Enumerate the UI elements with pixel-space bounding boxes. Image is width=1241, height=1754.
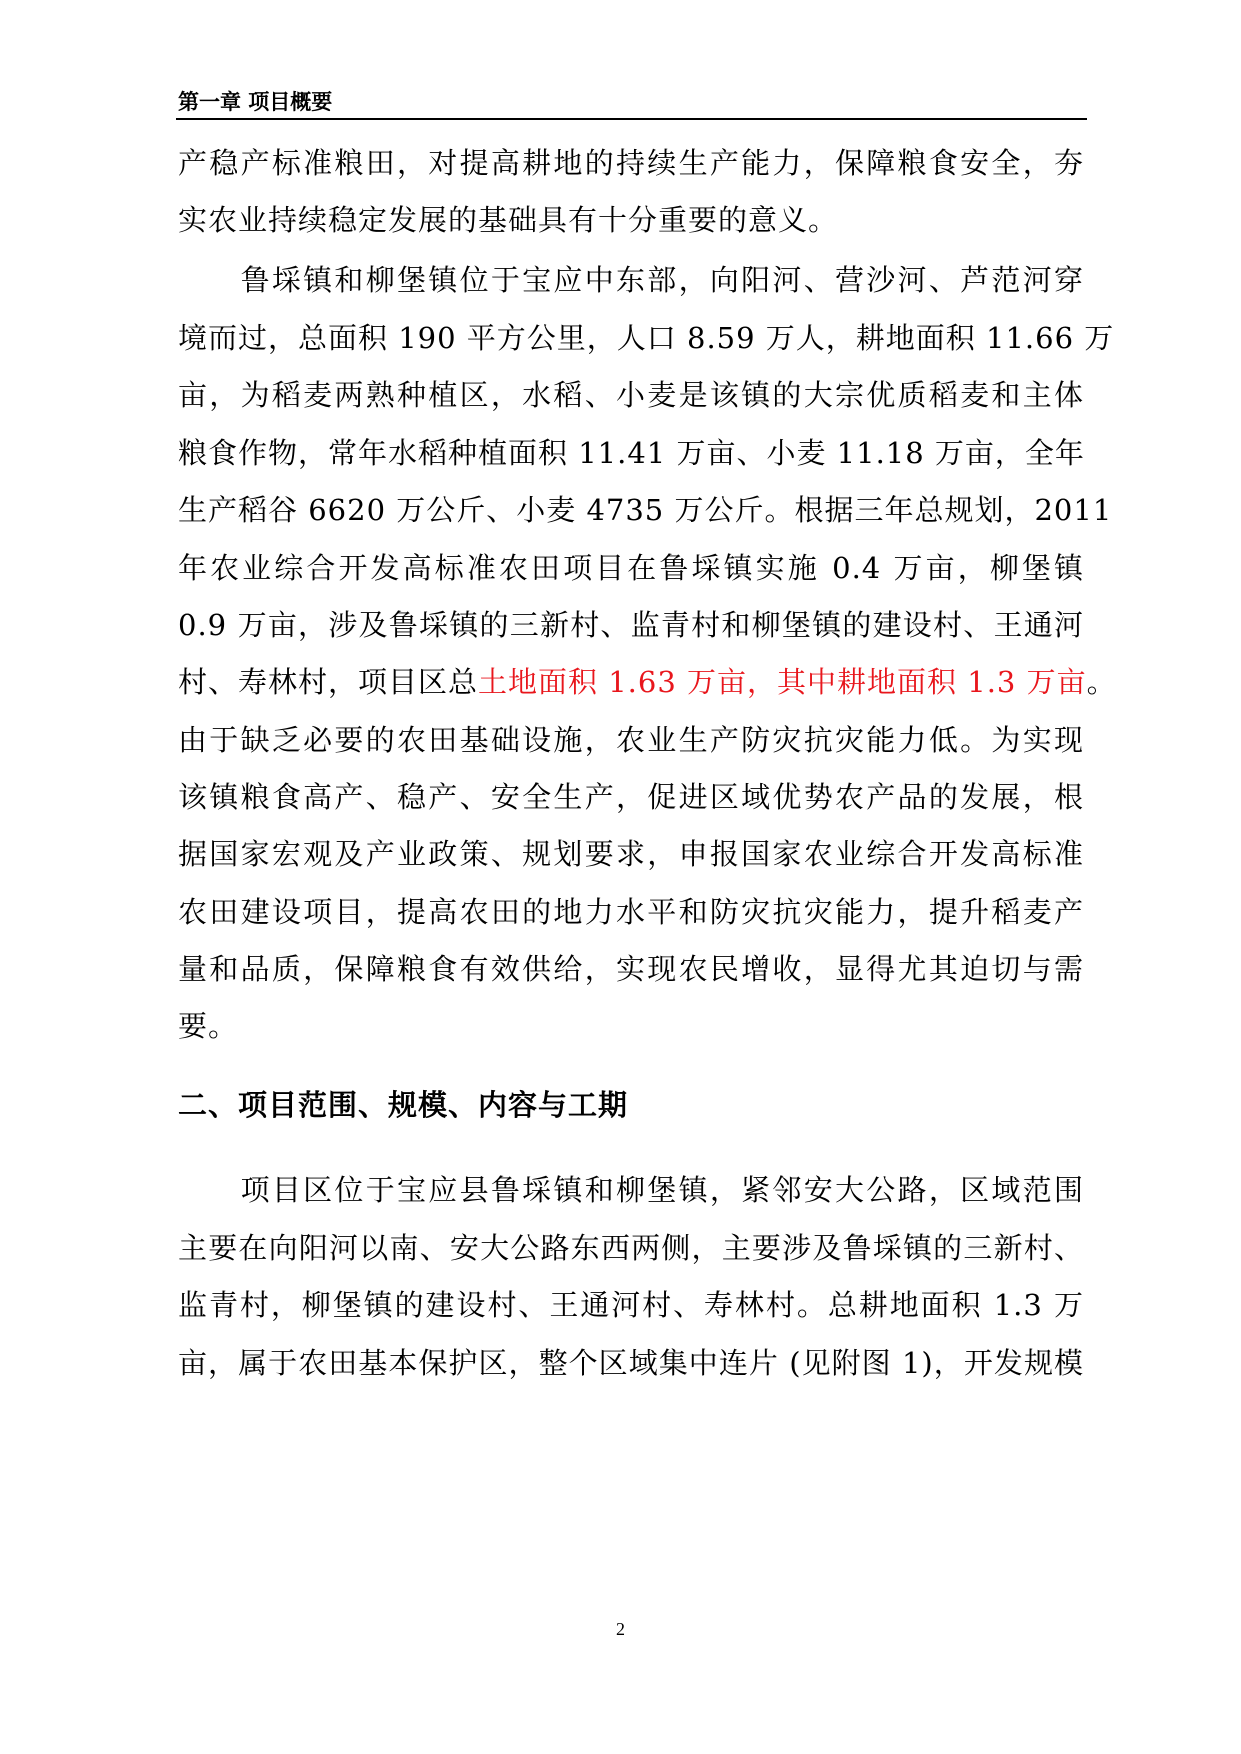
- text-line: 据国家宏观及产业政策、规划要求，申报国家农业综合开发高标准: [178, 837, 1084, 871]
- text-line: 0.9 万亩，涉及鲁埰镇的三新村、监青村和柳堡镇的建设村、王通河: [178, 608, 1084, 642]
- section-heading: 二、项目范围、规模、内容与工期: [178, 1088, 629, 1122]
- text-line: 主要在向阳河以南、安大公路东西两侧，主要涉及鲁埰镇的三新村、: [178, 1231, 1084, 1265]
- highlighted-land-area: 土地面积 1.63 万亩，其中耕地面积 1.3 万亩: [478, 665, 1087, 699]
- text-line: 鲁埰镇和柳堡镇位于宝应中东部，向阳河、营沙河、芦范河穿: [178, 263, 1084, 297]
- text-line: 产稳产标准粮田，对提高耕地的持续生产能力，保障粮食安全，夯: [178, 146, 1084, 180]
- text-line: 要。: [178, 1009, 239, 1043]
- line-text-after: 。: [1086, 665, 1117, 699]
- text-line: 生产稻谷 6620 万公斤、小麦 4735 万公斤。根据三年总规划，2011: [178, 493, 1113, 527]
- text-line: 该镇粮食高产、稳产、安全生产，促进区域优势农产品的发展，根: [178, 780, 1084, 814]
- highlight-text-line: [178, 662, 1117, 702]
- text-line: 量和品质，保障粮食有效供给，实现农民增收，显得尤其迫切与需: [178, 952, 1084, 986]
- text-line: 亩，属于农田基本保护区，整个区域集中连片 (见附图 1)，开发规模: [178, 1346, 1084, 1380]
- text-line: 由于缺乏必要的农田基础设施，农业生产防灾抗灾能力低。为实现: [178, 723, 1084, 757]
- text-line: 境而过，总面积 190 平方公里，人口 8.59 万人，耕地面积 11.66 万: [178, 321, 1115, 355]
- header-rule: [176, 118, 1087, 120]
- text-line: 粮食作物，常年水稻种植面积 11.41 万亩、小麦 11.18 万亩，全年: [178, 436, 1085, 470]
- line-text-before: 村、寿林村，项目区总: [178, 665, 479, 699]
- text-line: 实农业持续稳定发展的基础具有十分重要的意义。: [178, 203, 839, 237]
- text-line: 农田建设项目，提高农田的地力水平和防灾抗灾能力，提升稻麦产: [178, 895, 1084, 929]
- text-line: 监青村，柳堡镇的建设村、王通河村、寿林村。总耕地面积 1.3 万: [178, 1288, 1084, 1322]
- text-line: 年农业综合开发高标准农田项目在鲁埰镇实施 0.4 万亩，柳堡镇: [178, 551, 1084, 585]
- page-number: 2: [616, 1619, 625, 1639]
- text-line: 亩，为稻麦两熟种植区，水稻、小麦是该镇的大宗优质稻麦和主体: [178, 378, 1084, 412]
- chapter-header: 第一章 项目概要: [178, 90, 333, 114]
- text-line: 项目区位于宝应县鲁埰镇和柳堡镇，紧邻安大公路，区域范围: [178, 1173, 1084, 1207]
